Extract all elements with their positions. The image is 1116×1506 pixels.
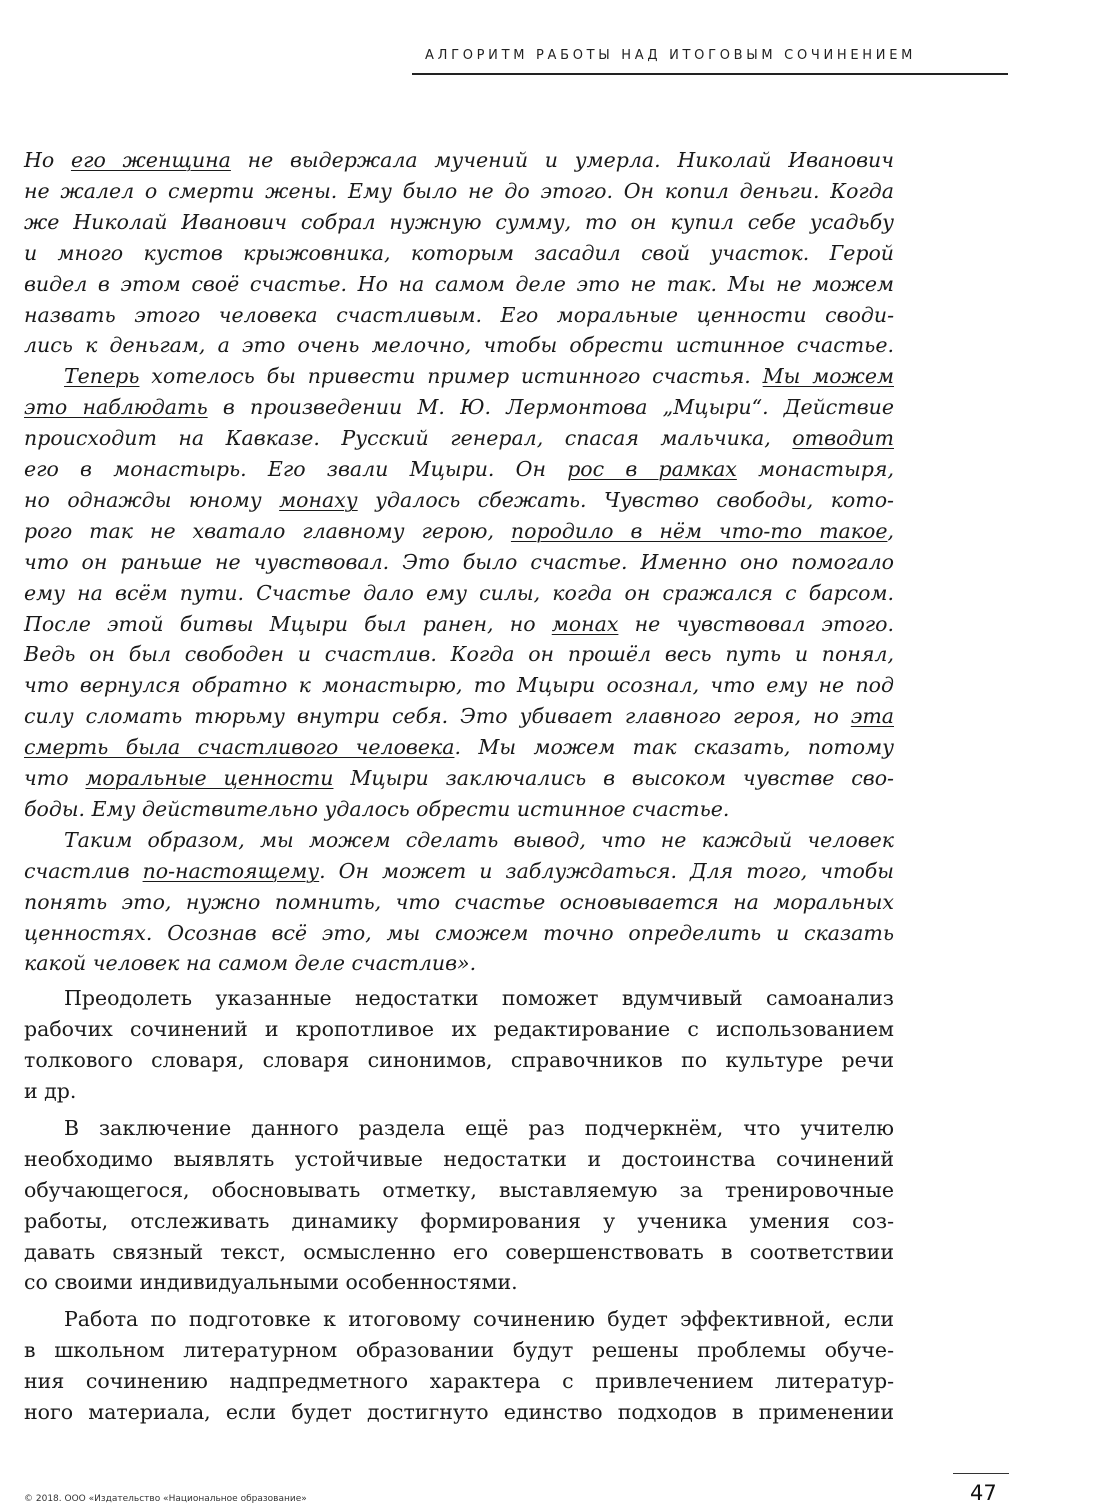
text-segment: . Он может и заблуждаться. Для того, чтобы xyxy=(319,858,894,883)
text-line xyxy=(24,578,894,608)
text-segment: В заключение данного раздела ещё раз подчеркнём, что учителю xyxy=(64,1115,894,1140)
underlined-phrase: Мы можем xyxy=(762,364,894,389)
text-line xyxy=(24,1267,894,1297)
text-segment: Таким образом, мы можем сделать вывод, что не каждый человек xyxy=(64,827,894,852)
text-line xyxy=(24,1144,894,1174)
text-line xyxy=(64,1113,894,1143)
underlined-phrase: его женщина xyxy=(70,148,231,172)
text-segment: удалось сбежать. Чувство свободы, кото- xyxy=(357,487,894,512)
text-segment: не жалел о смерти жены. Ему было не до этого. Он копил деньги. Когда xyxy=(24,178,894,203)
text-line xyxy=(24,1237,894,1267)
text-segment: лись к деньгам, а это очень мелочно, чтобы обрести истинное счастье. xyxy=(24,333,894,358)
underlined-phrase: по-настоящему xyxy=(142,858,320,883)
underlined-phrase: Теперь xyxy=(64,364,140,389)
text-line xyxy=(24,701,894,731)
text-segment: . Мы можем так сказать, потому xyxy=(454,735,894,760)
text-line xyxy=(24,330,894,360)
text-segment: назвать этого человека счастливым. Его моральные ценности своди- xyxy=(24,302,894,327)
text-segment: но однажды юному xyxy=(24,487,280,512)
text-segment: ему на всём пути. Счастье дало ему силы, когда он сражался с барсом. xyxy=(24,580,894,605)
text-segment: давать связный текст, осмысленно его совершенствовать в соответствии xyxy=(24,1239,894,1264)
text-segment: что вернулся обратно к монастырю, то Мцыри осознал, что ему не под xyxy=(24,673,894,698)
text-line xyxy=(24,300,894,330)
underlined-phrase: это наблюдать xyxy=(24,395,208,420)
text-segment: понять это, нужно помнить, что счастье основывается на моральных xyxy=(24,889,894,914)
header-rule xyxy=(412,73,1008,75)
underlined-phrase: монах xyxy=(551,611,619,636)
text-segment: монастыря, xyxy=(736,457,894,481)
text-line xyxy=(24,794,894,824)
text-line xyxy=(24,887,894,917)
text-line xyxy=(24,423,894,453)
text-segment: и др. xyxy=(24,1079,77,1103)
underlined-phrase: смерть была счастливого человека xyxy=(24,735,455,760)
text-line xyxy=(24,856,894,886)
text-segment: Ведь он был свободен и счастлив. Когда он прошёл весь путь и понял, xyxy=(24,642,894,667)
text-line xyxy=(24,639,894,669)
text-line xyxy=(24,1397,894,1427)
text-segment: в произведении М. Ю. Лермонтова „Мцыри“. Действие xyxy=(207,395,894,420)
text-segment: какой человек на самом деле счастлив». xyxy=(24,951,477,976)
text-line xyxy=(24,238,894,268)
underlined-phrase: монаху xyxy=(279,487,358,512)
text-line xyxy=(64,1304,894,1334)
text-segment: После этой битвы Мцыри был ранен, но xyxy=(24,611,552,636)
text-segment: что он раньше не чувствовал. Это было счастье. Именно оно помогало xyxy=(24,549,894,574)
text-segment: ния сочинению надпредметного характера с привлечением литератур- xyxy=(24,1369,894,1394)
text-segment: не чувствовал этого. xyxy=(618,611,894,636)
text-segment: Работа по подготовке к итоговому сочинению будет эффективной, если xyxy=(64,1307,894,1332)
underlined-phrase: породило в нём что-то такое xyxy=(510,518,888,543)
text-segment: силу сломать тюрьму внутри себя. Это убивает главного героя, но xyxy=(24,704,851,729)
text-segment: Преодолеть указанные недостатки поможет вдумчивый самоанализ xyxy=(64,986,894,1011)
underlined-phrase: эта xyxy=(850,704,894,729)
text-line xyxy=(24,392,894,422)
text-segment: хотелось бы привести пример истинного счастья. xyxy=(139,364,763,389)
text-segment: же Николай Иванович собрал нужную сумму, то он купил себе усадьбу xyxy=(24,209,894,234)
text-line xyxy=(24,176,894,206)
copyright-notice: © 2018. ООО «Издательство «Национальное образование» xyxy=(24,1494,307,1504)
text-line xyxy=(24,609,894,639)
text-segment: рабочих сочинений и кропотливое их редактирование с использованием xyxy=(24,1017,894,1042)
underlined-phrase: отводит xyxy=(792,426,894,451)
text-segment: обучающегося, обосновывать отметку, выставляемую за тренировочные xyxy=(24,1177,894,1202)
text-segment: необходимо выявлять устойчивые недостатки и достоинства сочинений xyxy=(24,1146,894,1171)
text-segment: счастлив xyxy=(24,858,143,883)
text-line xyxy=(24,1175,894,1205)
text-segment: со своими индивидуальными особенностями. xyxy=(24,1270,518,1295)
text-segment: толкового словаря, словаря синонимов, справочников по культуре речи xyxy=(24,1048,894,1073)
text-segment: , xyxy=(887,518,894,543)
text-segment: ного материала, если будет достигнуто единство подходов в применении xyxy=(24,1400,894,1424)
text-line xyxy=(24,485,894,515)
text-line xyxy=(24,763,894,793)
text-segment: работы, отслеживать динамику формирования у ученика умения соз- xyxy=(24,1208,894,1233)
text-line xyxy=(24,1206,894,1236)
text-segment: боды. Ему действительно удалось обрести истинное счастье. xyxy=(24,796,730,821)
text-line xyxy=(24,1014,894,1044)
text-line xyxy=(24,918,894,948)
text-line xyxy=(64,361,894,391)
text-line xyxy=(24,454,894,484)
text-segment: что xyxy=(24,766,86,790)
text-segment: в школьном литературном образовании будут решены проблемы обуче- xyxy=(24,1338,894,1363)
underlined-phrase: рос в рамках xyxy=(567,457,737,481)
text-line xyxy=(24,1366,894,1396)
text-segment: Но xyxy=(24,148,71,172)
text-segment: и много кустов крыжовника, которым засадил свой участок. Герой xyxy=(24,240,894,265)
text-line xyxy=(24,207,894,237)
text-line xyxy=(24,732,894,762)
page-number: 47 xyxy=(970,1481,997,1505)
text-line xyxy=(24,1076,894,1106)
text-line xyxy=(64,825,894,855)
text-segment: не выдержала мучений и умерла. Николай Иванович xyxy=(230,148,894,172)
footer-rule xyxy=(953,1473,1009,1474)
text-segment: происходит на Кавказе. Русский генерал, спасая мальчика, xyxy=(24,426,793,451)
text-segment: его в монастырь. Его звали Мцыри. Он xyxy=(24,457,568,481)
text-line xyxy=(24,1045,894,1075)
text-segment: Мцыри заключались в высоком чувстве сво- xyxy=(333,766,894,790)
text-line xyxy=(24,948,894,978)
text-line xyxy=(24,670,894,700)
text-line xyxy=(64,983,894,1013)
text-line xyxy=(24,145,894,175)
text-line xyxy=(24,269,894,299)
text-line xyxy=(24,547,894,577)
running-header: АЛГОРИТМ РАБОТЫ НАД ИТОГОВЫМ СОЧИНЕНИЕМ xyxy=(425,48,917,63)
text-segment: ценностях. Осознав всё это, мы сможем точно определить и сказать xyxy=(24,920,894,945)
text-line xyxy=(24,1335,894,1365)
text-segment: рого так не хватало главному герою, xyxy=(24,518,511,543)
underlined-phrase: моральные ценности xyxy=(85,766,334,790)
text-segment: видел в этом своё счастье. Но на самом деле это не так. Мы не можем xyxy=(24,271,894,296)
text-line xyxy=(24,516,894,546)
